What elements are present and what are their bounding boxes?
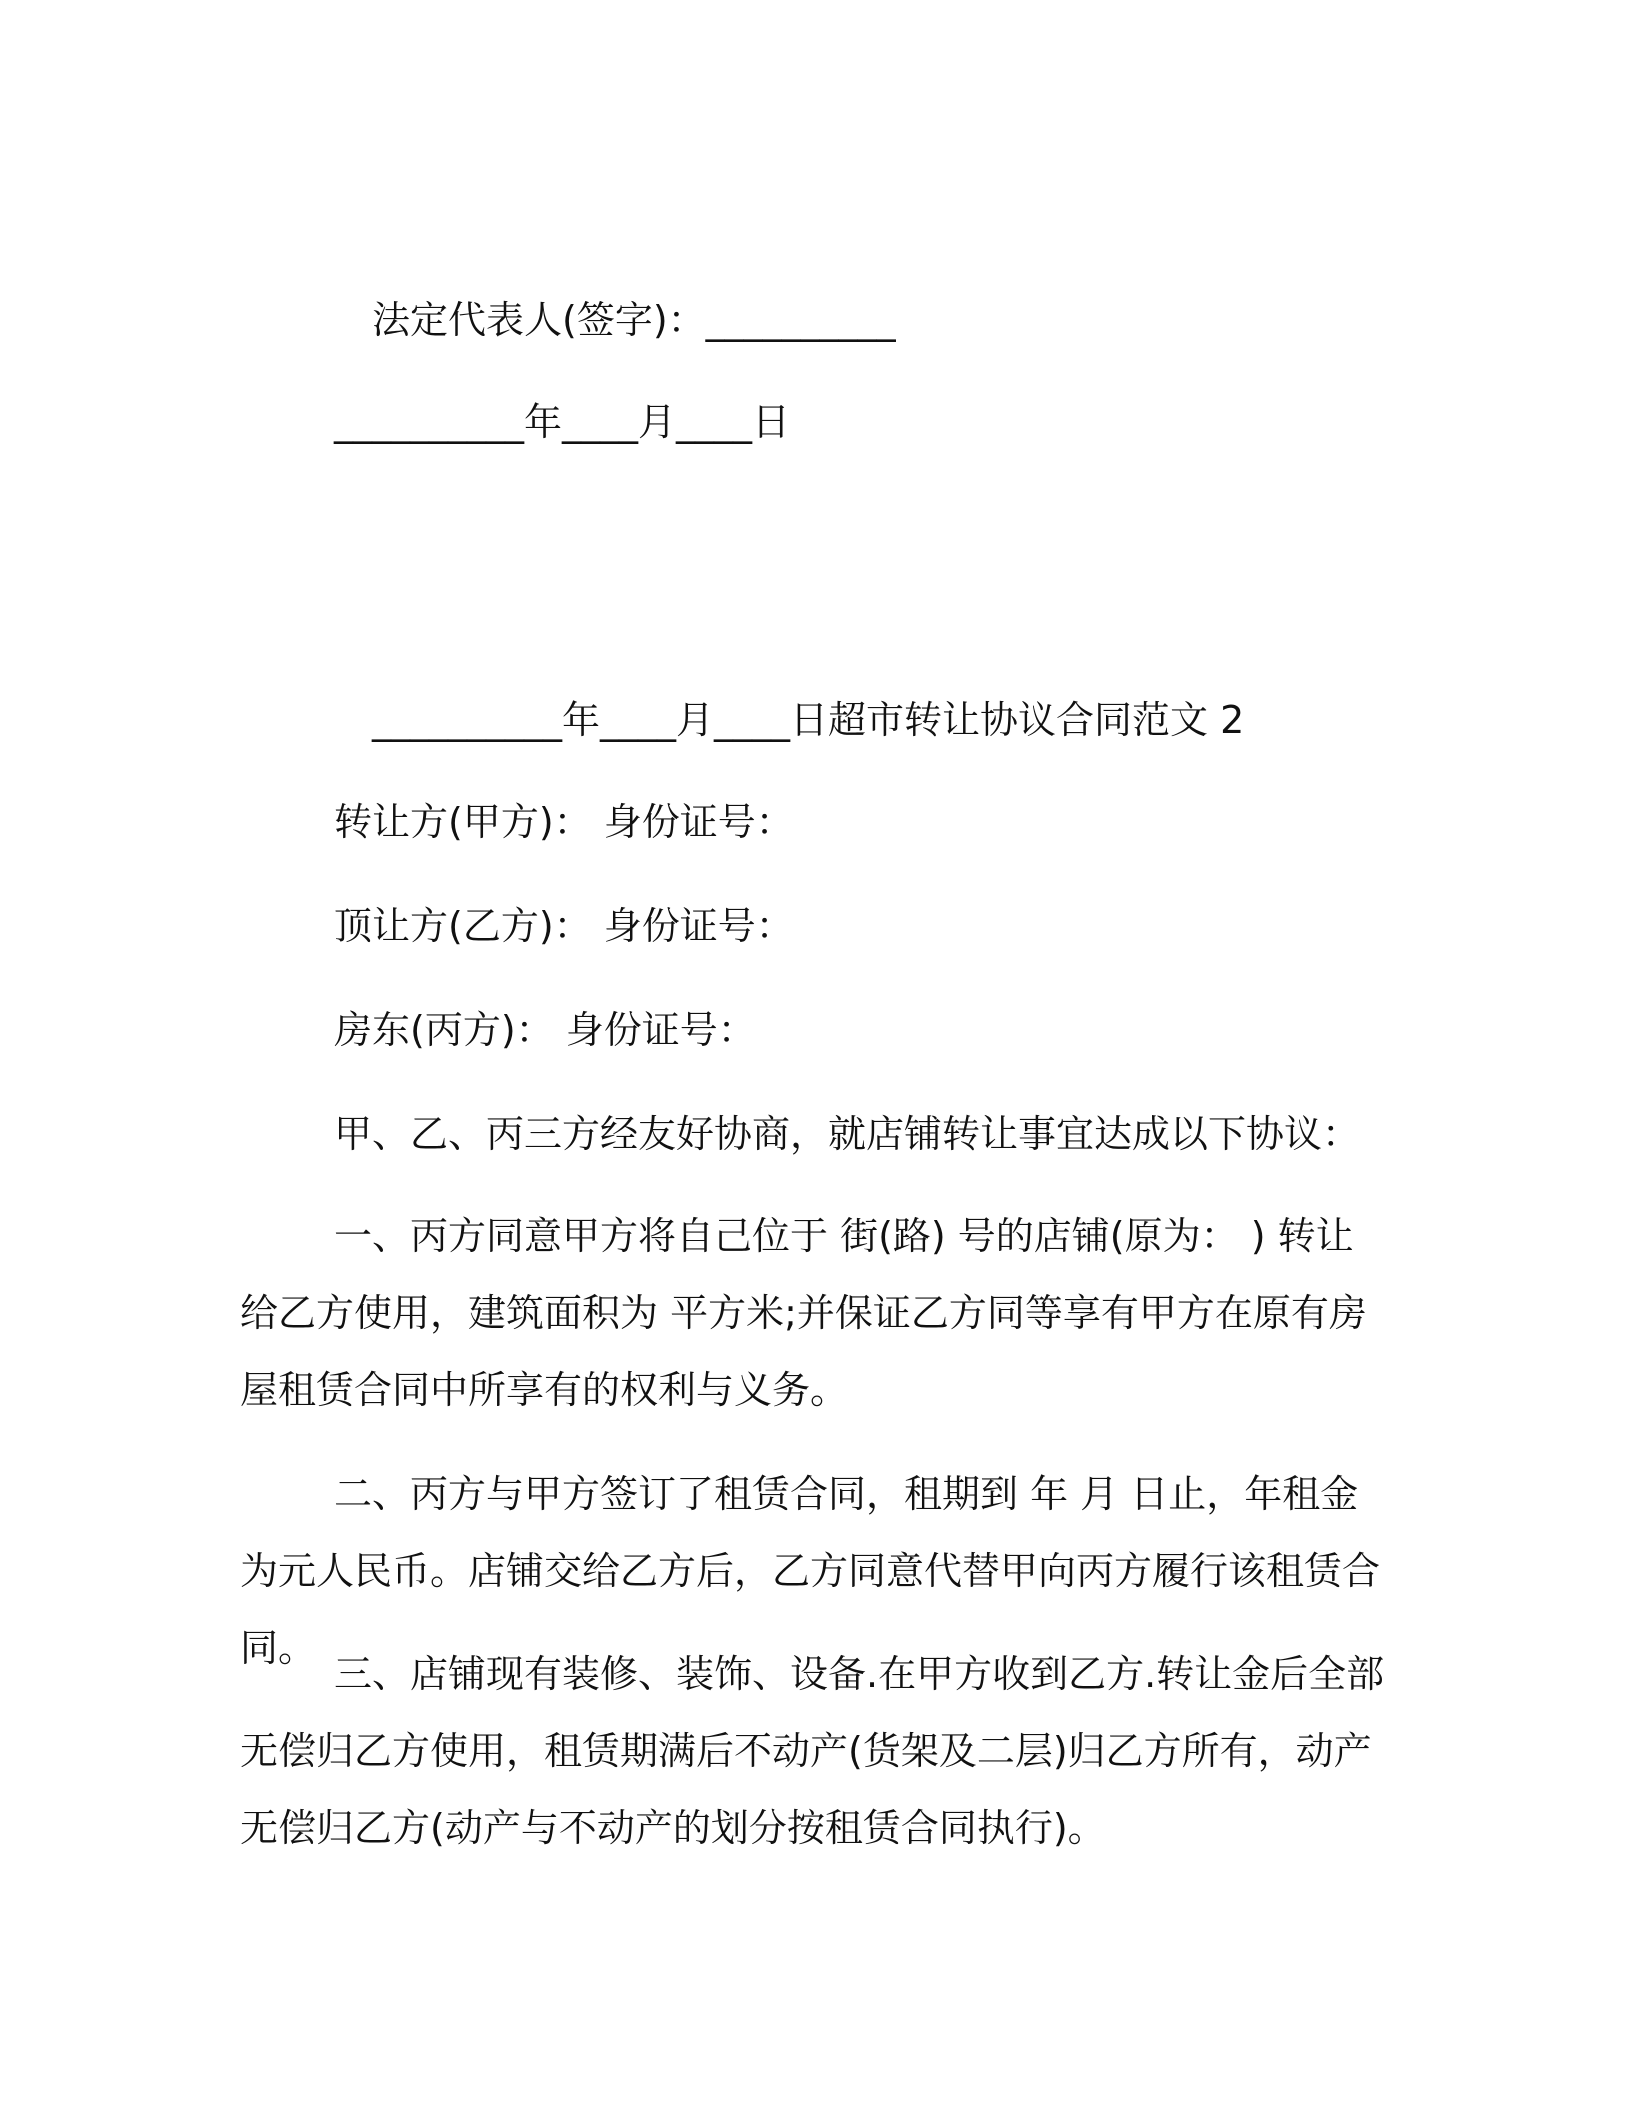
transferee-party-line: 顶让方(乙方)： 身份证号：: [334, 904, 794, 948]
transferor-party-line: 转让方(甲方)： 身份证号：: [334, 800, 794, 844]
clause-3: 三、店铺现有装修、装饰、设备.在甲方收到乙方.转让金后全部无偿归乙方使用，租赁期满后不动产(货架及二层)归乙方所有，动产无偿归乙方(动产与不动产的划分按租赁合同执行)。: [240, 1652, 1385, 1850]
landlord-party-line: 房东(丙方)： 身份证号：: [334, 1008, 756, 1052]
signature-date-line: __________年____月____日: [334, 400, 791, 444]
clause-1: 一、丙方同意甲方将自己位于 街(路) 号的店铺(原为： ) 转让给乙方使用，建筑面积为 平方米;并保证乙方同等享有甲方在原有房屋租赁合同中所享有的权利与义务。: [240, 1214, 1367, 1412]
legal-representative-signature-line: 法定代表人(签字)：__________: [372, 298, 896, 342]
agreement-intro: 甲、乙、丙三方经友好协商，就店铺转让事宜达成以下协议：: [334, 1112, 1361, 1156]
document-title: __________年____月____日超市转让协议合同范文 2: [372, 698, 1245, 742]
clause-2: 二、丙方与甲方签订了租赁合同，租期到 年 月 日止，年租金为元人民币。店铺交给乙方后，乙方同意代替甲向丙方履行该租赁合同。: [240, 1472, 1381, 1670]
